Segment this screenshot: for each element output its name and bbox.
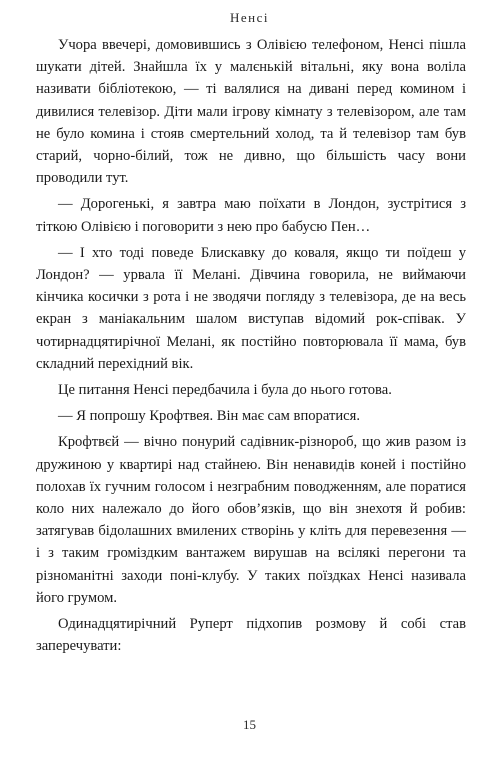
paragraph: — І хто тоді поведе Блискавку до коваля, якщо ти поїдеш у Лондон? — урвала її Мелані. Дівчина говорила, не виймаючи кінчика косички з рота і не зводячи погляду з телевізора, де на весь екран з маніакальним шалом виступав відомий рок-співак. У чотирнадцятирічної Мелані, як постійно повторювала її мама, був складний перехідний вік. <box>36 244 466 372</box>
page-number: 15 <box>243 717 256 732</box>
running-head: Ненсі <box>230 10 269 25</box>
paragraph: Одинадцятирічний Руперт підхопив розмову й собі став заперечувати: <box>36 616 466 655</box>
paragraph: Це питання Ненсі передбачила і була до нього готова. <box>58 382 392 399</box>
paragraph: — Я попрошу Крофтвея. Він має сам впоратися. <box>58 408 360 425</box>
paragraph: — Дорогенькі, я завтра маю поїхати в Лондон, зустрітися з тіткою Олівією і поговорити з нею про бабусю Пен… <box>36 196 466 235</box>
paragraph: Учора ввечері, домовившись з Олівією телефоном, Ненсі пішла шукати дітей. Знайшла їх у малєнькій вітальні, яку вона воліла називати бібліотекою, — ті валялися на дивані перед комином і дивилися телевізор. Діти мали ігрову кімнату з телевізором, але там не було комина і стояв смертельний холод, та й телевізор там був старий, чорно-білий, тож не дивно, що більшість часу вони проводили тут. <box>36 37 466 187</box>
paragraph: Крофтвєй — вічно понурий садівник-різнороб, що жив разом із дружиною у квартирі над стайнею. Він ненавидів коней і постійно полохав їх гучним голосом і незграбним поводженням, але поратися коло них належало до його обов’язків, що він знехотя й робив: затягував бідолашних вмилених створінь у кліть для перевезення — і з таким громіздким вантажем вирушав на всілякі перегони та різноманітні заходи поні-клубу. У таких поїздках Ненсі називала його грумом. <box>36 434 466 606</box>
body-text <box>36 34 466 657</box>
